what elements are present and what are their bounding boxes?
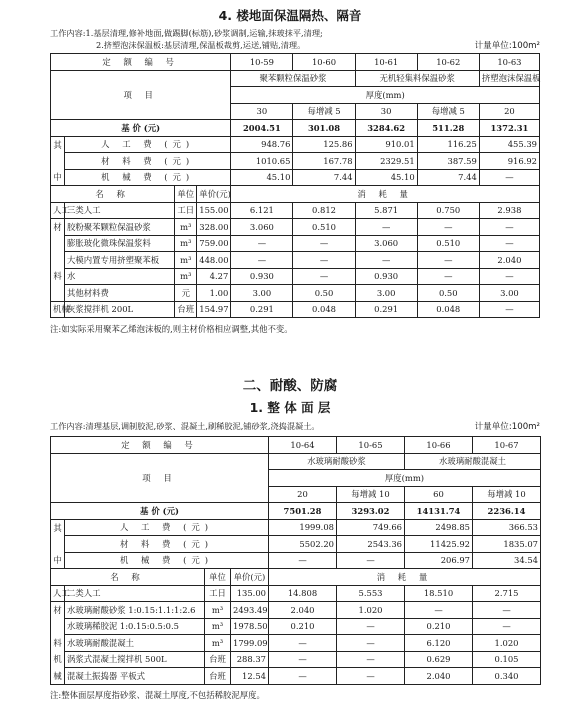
cost-value: 1835.07 bbox=[473, 536, 541, 553]
consumption-value: — bbox=[479, 301, 539, 318]
cost-label: 材 料 费 (元) bbox=[65, 153, 231, 170]
resource-price: 135.00 bbox=[231, 585, 269, 602]
cost-label: 机 械 费 (元) bbox=[65, 169, 231, 186]
zhong-label: 中 bbox=[51, 169, 65, 186]
base-price: 7501.28 bbox=[269, 503, 337, 520]
cost-label: 人 工 费 (元) bbox=[65, 136, 231, 153]
consumption-value: 0.510 bbox=[293, 219, 355, 236]
resource-name: 三类人工 bbox=[65, 202, 175, 219]
quota-code: 10-60 bbox=[293, 54, 355, 71]
quota-code: 10-63 bbox=[479, 54, 539, 71]
resource-price: 4.27 bbox=[197, 268, 231, 285]
zhong-label: 中 bbox=[51, 552, 65, 569]
quota-no-label: 定 额 编 号 bbox=[51, 437, 269, 454]
resource-unit: m³ bbox=[175, 268, 197, 285]
consumption-value: 0.210 bbox=[405, 618, 473, 635]
cost-label: 材 料 费 (元) bbox=[65, 536, 269, 553]
category-label: 材 bbox=[51, 219, 65, 236]
resource-unit: 台班 bbox=[175, 301, 197, 318]
resource-price: 1799.09 bbox=[231, 635, 269, 652]
category-label: 人工 bbox=[51, 202, 65, 219]
thickness-spec: 每增减 10 bbox=[473, 486, 541, 503]
consumption-value: 1.020 bbox=[473, 635, 541, 652]
thickness-label: 厚度(mm) bbox=[231, 87, 540, 104]
resource-price: 1978.50 bbox=[231, 618, 269, 635]
cost-value: 366.53 bbox=[473, 519, 541, 536]
resource-unit: m³ bbox=[175, 219, 197, 236]
name-label: 名 称 bbox=[51, 569, 205, 586]
consumption-value: — bbox=[417, 252, 479, 269]
quota-code: 10-59 bbox=[231, 54, 293, 71]
cost-value: 5502.20 bbox=[269, 536, 337, 553]
base-price: 3293.02 bbox=[337, 503, 405, 520]
material-group: 挤塑泡沫保温板 bbox=[479, 70, 539, 87]
table-note: 注:如实际采用聚苯乙烯泡沫板的,则主材价格相应调整,其他不变。 bbox=[50, 324, 293, 334]
consumption-value: — bbox=[337, 668, 405, 685]
consumption-value: 0.340 bbox=[473, 668, 541, 685]
consumption-value: 2.938 bbox=[479, 202, 539, 219]
resource-price: 155.00 bbox=[197, 202, 231, 219]
cost-value: 910.01 bbox=[355, 136, 417, 153]
cost-value: — bbox=[337, 552, 405, 569]
category-label: 料 bbox=[51, 268, 65, 285]
resource-unit: m³ bbox=[205, 635, 231, 652]
consumption-value: 0.930 bbox=[355, 268, 417, 285]
category-label bbox=[51, 618, 65, 635]
thickness-spec: 每增减 10 bbox=[337, 486, 405, 503]
resource-row bbox=[51, 635, 541, 652]
category-label: 机 bbox=[51, 651, 65, 668]
consumption-value: 6.121 bbox=[231, 202, 293, 219]
consumption-value: 0.50 bbox=[417, 285, 479, 302]
quota-table bbox=[50, 436, 541, 685]
consumption-value: — bbox=[293, 252, 355, 269]
resource-price: 448.00 bbox=[197, 252, 231, 269]
resource-row bbox=[51, 268, 540, 285]
consumption-value: — bbox=[473, 618, 541, 635]
consumption-value: — bbox=[337, 635, 405, 652]
consumption-value: — bbox=[231, 235, 293, 252]
quota-code: 10-61 bbox=[355, 54, 417, 71]
consumption-value: 3.00 bbox=[479, 285, 539, 302]
category-label: 材 bbox=[51, 602, 65, 619]
resource-name: 膨胀玻化微珠保温浆料 bbox=[65, 235, 175, 252]
consumption-value: — bbox=[405, 602, 473, 619]
consumption-value: 6.120 bbox=[405, 635, 473, 652]
resource-name: 混凝土振捣器 平板式 bbox=[65, 668, 205, 685]
resource-name: 涡浆式混凝土搅拌机 500L bbox=[65, 651, 205, 668]
thickness-spec: 20 bbox=[479, 103, 539, 120]
resource-row bbox=[51, 235, 540, 252]
item-label: 项 目 bbox=[51, 453, 269, 503]
consumption-value: 0.812 bbox=[293, 202, 355, 219]
resource-name: 大模内置专用挤塑聚苯板 bbox=[65, 252, 175, 269]
table-note: 注:整体面层厚度指砂浆、混凝土厚度,不包括稀胶泥厚度。 bbox=[50, 690, 265, 700]
section-title: 4. 楼地面保温隔热、隔音 bbox=[218, 8, 362, 23]
cost-label: 人 工 费 (元) bbox=[65, 519, 269, 536]
consumption-value: — bbox=[337, 651, 405, 668]
qi-label: 其 bbox=[51, 519, 65, 536]
resource-row bbox=[51, 285, 540, 302]
cost-value: 7.44 bbox=[417, 169, 479, 186]
category-label: 械 bbox=[51, 668, 65, 685]
resource-price: 154.97 bbox=[197, 301, 231, 318]
cost-value: 2498.85 bbox=[405, 519, 473, 536]
consumption-value: — bbox=[479, 235, 539, 252]
cost-value: 116.25 bbox=[417, 136, 479, 153]
thickness-spec: 每增减 5 bbox=[293, 103, 355, 120]
consumption-value: 0.291 bbox=[355, 301, 417, 318]
section-title: 1. 整 体 面 层 bbox=[249, 400, 331, 415]
consumption-value: — bbox=[269, 635, 337, 652]
thickness-spec: 20 bbox=[269, 486, 337, 503]
work-content bbox=[50, 27, 540, 51]
resource-name: 灰浆搅拌机 200L bbox=[65, 301, 175, 318]
resource-price: 288.37 bbox=[231, 651, 269, 668]
work-content-line: 工作内容:清理基层,调制胶泥,砂浆、混凝土,刷稀胶泥,铺砂浆,浇捣混凝土。 bbox=[50, 421, 320, 431]
work-content-line: 2.挤塑泡沫保温板:基层清理,保温板裁剪,运送,铺贴,清理。 bbox=[96, 40, 306, 50]
quota-code: 10-65 bbox=[337, 437, 405, 454]
resource-unit: m³ bbox=[175, 235, 197, 252]
consumption-value: 0.048 bbox=[293, 301, 355, 318]
base-price: 3284.62 bbox=[355, 120, 417, 137]
consumption-value: 0.50 bbox=[293, 285, 355, 302]
thickness-label: 厚度(mm) bbox=[269, 470, 541, 487]
resource-name: 胶粉聚苯颗粒保温砂浆 bbox=[65, 219, 175, 236]
base-price: 14131.74 bbox=[405, 503, 473, 520]
base-price: 301.08 bbox=[293, 120, 355, 137]
chapter-title: 二、耐酸、防腐 bbox=[242, 378, 338, 394]
consumption-value: 0.629 bbox=[405, 651, 473, 668]
resource-name: 其他材料费 bbox=[65, 285, 175, 302]
cost-label: 机 械 费 (元) bbox=[65, 552, 269, 569]
resource-price: 12.54 bbox=[231, 668, 269, 685]
consumption-value: 0.105 bbox=[473, 651, 541, 668]
resource-row bbox=[51, 585, 541, 602]
consumption-value: 0.048 bbox=[417, 301, 479, 318]
resource-name: 水 bbox=[65, 268, 175, 285]
cost-value: 7.44 bbox=[293, 169, 355, 186]
resource-row bbox=[51, 618, 541, 635]
thickness-spec: 30 bbox=[355, 103, 417, 120]
cost-value: — bbox=[269, 552, 337, 569]
cost-value: 1999.08 bbox=[269, 519, 337, 536]
quota-code: 10-66 bbox=[405, 437, 473, 454]
measure-unit: 计量单位:100m² bbox=[474, 422, 540, 432]
consumption-value: 0.291 bbox=[231, 301, 293, 318]
cost-value: 45.10 bbox=[355, 169, 417, 186]
consumption-value: 18.510 bbox=[405, 585, 473, 602]
consumption-value: — bbox=[355, 252, 417, 269]
consumption-value: 2.715 bbox=[473, 585, 541, 602]
resource-unit: 工日 bbox=[175, 202, 197, 219]
consumption-value: — bbox=[479, 268, 539, 285]
consumption-value: 0.930 bbox=[231, 268, 293, 285]
unit-label: 单位 bbox=[175, 186, 197, 203]
item-label: 项 目 bbox=[51, 70, 231, 120]
consumption-value: 0.510 bbox=[417, 235, 479, 252]
consumption-value: — bbox=[355, 219, 417, 236]
base-price: 511.28 bbox=[417, 120, 479, 137]
material-group: 水玻璃耐酸砂浆 bbox=[269, 453, 405, 470]
quota-code: 10-62 bbox=[417, 54, 479, 71]
base-price: 2236.14 bbox=[473, 503, 541, 520]
cost-value: 455.39 bbox=[479, 136, 539, 153]
category-label: 料 bbox=[51, 635, 65, 652]
price-label: 单价(元) bbox=[231, 569, 269, 586]
material-group: 水玻璃耐酸混凝土 bbox=[405, 453, 541, 470]
resource-unit: 元 bbox=[175, 285, 197, 302]
thickness-spec: 60 bbox=[405, 486, 473, 503]
resource-name: 水玻璃耐酸混凝土 bbox=[65, 635, 205, 652]
quota-table bbox=[50, 53, 540, 318]
quota-code: 10-67 bbox=[473, 437, 541, 454]
consumption-value: — bbox=[231, 252, 293, 269]
resource-name: 水玻璃稀胶泥 1:0.15:0.5:0.5 bbox=[65, 618, 205, 635]
cost-value: 2329.51 bbox=[355, 153, 417, 170]
consumption-value: — bbox=[269, 651, 337, 668]
resource-row bbox=[51, 202, 540, 219]
material-group: 聚苯颗粒保温砂浆 bbox=[231, 70, 355, 87]
base-price-label: 基 价 (元) bbox=[51, 120, 231, 137]
measure-unit: 计量单位:100m² bbox=[474, 41, 540, 51]
resource-row bbox=[51, 651, 541, 668]
consumption-value: 5.871 bbox=[355, 202, 417, 219]
qi-label: 其 bbox=[51, 136, 65, 153]
base-price-label: 基 价 (元) bbox=[51, 503, 269, 520]
resource-row bbox=[51, 301, 540, 318]
resource-unit: 台班 bbox=[205, 668, 231, 685]
cost-value: — bbox=[479, 169, 539, 186]
unit-label: 单位 bbox=[205, 569, 231, 586]
consumption-value: 0.750 bbox=[417, 202, 479, 219]
cost-value: 2543.36 bbox=[337, 536, 405, 553]
consumption-value: 3.060 bbox=[355, 235, 417, 252]
consumption-value: — bbox=[417, 219, 479, 236]
resource-unit: 台班 bbox=[205, 651, 231, 668]
cost-value: 1010.65 bbox=[231, 153, 293, 170]
resource-unit: 工日 bbox=[205, 585, 231, 602]
cost-value: 749.66 bbox=[337, 519, 405, 536]
base-price: 1372.31 bbox=[479, 120, 539, 137]
consumption-value: — bbox=[473, 602, 541, 619]
resource-price: 759.00 bbox=[197, 235, 231, 252]
category-label: 机械 bbox=[51, 301, 65, 318]
cost-value: 125.86 bbox=[293, 136, 355, 153]
consumption-value: 2.040 bbox=[269, 602, 337, 619]
consumption-value: 3.060 bbox=[231, 219, 293, 236]
resource-unit: m³ bbox=[205, 618, 231, 635]
consumption-value: 3.00 bbox=[231, 285, 293, 302]
cost-value: 45.10 bbox=[231, 169, 293, 186]
thickness-spec: 30 bbox=[231, 103, 293, 120]
consumption-value: — bbox=[293, 268, 355, 285]
resource-row bbox=[51, 668, 541, 685]
quota-code: 10-64 bbox=[269, 437, 337, 454]
cost-value: 916.92 bbox=[479, 153, 539, 170]
consumption-value: 5.553 bbox=[337, 585, 405, 602]
thickness-spec: 每增减 5 bbox=[417, 103, 479, 120]
category-label bbox=[51, 252, 65, 269]
cost-value: 167.78 bbox=[293, 153, 355, 170]
cost-value: 948.76 bbox=[231, 136, 293, 153]
consumption-value: — bbox=[479, 219, 539, 236]
consumption-value: 2.040 bbox=[405, 668, 473, 685]
resource-name: 水玻璃耐酸砂浆 1:0.15:1.1:1:2.6 bbox=[65, 602, 205, 619]
resource-price: 1.00 bbox=[197, 285, 231, 302]
consumption-value: 3.00 bbox=[355, 285, 417, 302]
material-group: 无机轻集料保温砂浆 bbox=[355, 70, 479, 87]
consumption-value: — bbox=[269, 668, 337, 685]
work-content bbox=[50, 420, 540, 432]
consume-label: 消 耗 量 bbox=[231, 186, 540, 203]
consumption-value: — bbox=[337, 618, 405, 635]
resource-price: 2493.49 bbox=[231, 602, 269, 619]
resource-unit: m³ bbox=[205, 602, 231, 619]
resource-row bbox=[51, 252, 540, 269]
base-price: 2004.51 bbox=[231, 120, 293, 137]
category-label bbox=[51, 235, 65, 252]
cost-value: 387.59 bbox=[417, 153, 479, 170]
consumption-value: 2.040 bbox=[479, 252, 539, 269]
work-content-line: 工作内容:1.基层清理,修补地面,做踢脚(标筋),砂浆调制,运输,抹玻抹平,清理; bbox=[50, 28, 323, 38]
resource-row bbox=[51, 219, 540, 236]
resource-name: 二类人工 bbox=[65, 585, 205, 602]
consumption-value: 0.210 bbox=[269, 618, 337, 635]
consumption-value: — bbox=[417, 268, 479, 285]
cost-value: 11425.92 bbox=[405, 536, 473, 553]
consumption-value: — bbox=[293, 235, 355, 252]
consume-label: 消 耗 量 bbox=[269, 569, 541, 586]
resource-price: 328.00 bbox=[197, 219, 231, 236]
cost-value: 34.54 bbox=[473, 552, 541, 569]
resource-row bbox=[51, 602, 541, 619]
quota-no-label: 定 额 编 号 bbox=[51, 54, 231, 71]
resource-unit: m³ bbox=[175, 252, 197, 269]
consumption-value: 1.020 bbox=[337, 602, 405, 619]
name-label: 名 称 bbox=[51, 186, 175, 203]
consumption-value: 14.808 bbox=[269, 585, 337, 602]
price-label: 单价(元) bbox=[197, 186, 231, 203]
category-label bbox=[51, 285, 65, 302]
cost-value: 206.97 bbox=[405, 552, 473, 569]
category-label: 人工 bbox=[51, 585, 65, 602]
